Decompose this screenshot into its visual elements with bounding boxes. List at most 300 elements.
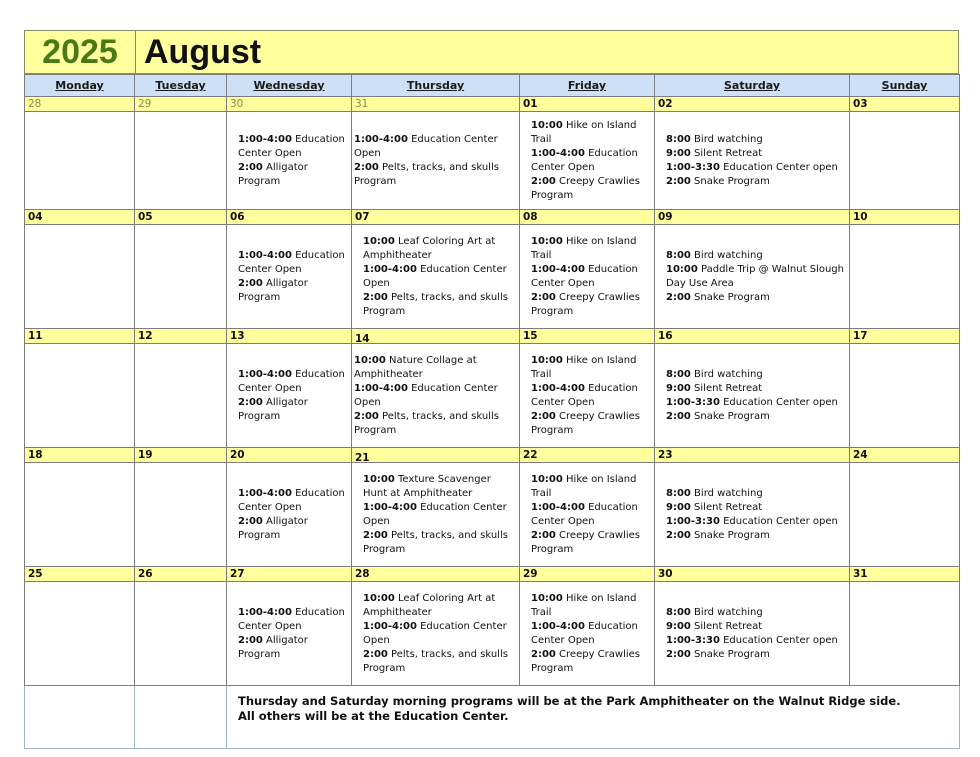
event-time: 1:00-4:00 <box>531 620 585 632</box>
event-item <box>666 263 845 291</box>
day-cell-wed <box>227 463 352 567</box>
day-number-cell <box>227 448 352 463</box>
event-list <box>352 592 519 676</box>
event-time: 1:00-3:30 <box>666 161 720 173</box>
event-item <box>531 119 650 147</box>
event-list <box>655 487 849 543</box>
event-time: 2:00 <box>238 634 263 646</box>
event-time: 2:00 <box>354 161 379 173</box>
day-number: 08 <box>523 211 538 223</box>
date-row <box>25 210 960 225</box>
event-time: 10:00 <box>363 473 395 485</box>
day-cell-wed <box>227 225 352 329</box>
event-item <box>238 396 347 424</box>
day-cell-fri <box>520 582 655 686</box>
event-time: 1:00-4:00 <box>363 501 417 513</box>
event-list <box>227 487 351 543</box>
day-number-cell <box>25 210 135 225</box>
event-item <box>238 515 347 543</box>
event-title: Education Center Open <box>363 263 507 289</box>
event-item <box>354 410 515 438</box>
event-title: Education Center Open <box>238 133 345 159</box>
event-time: 2:00 <box>666 291 691 303</box>
day-cell-mon <box>25 225 135 329</box>
calendar-title-bar <box>24 30 959 74</box>
day-cell-thu <box>352 582 520 686</box>
day-number-cell <box>25 97 135 112</box>
event-title: Education Center Open <box>531 263 638 289</box>
events-row <box>25 582 960 686</box>
event-item <box>363 529 515 557</box>
day-number: 11 <box>28 330 43 342</box>
event-item <box>531 354 650 382</box>
event-time: 1:00-4:00 <box>238 487 292 499</box>
event-title: Bird watching <box>690 133 763 145</box>
day-number-cell <box>135 329 227 344</box>
event-title: Leaf Coloring Art at Amphitheater <box>363 592 496 618</box>
event-time: 2:00 <box>531 648 556 660</box>
event-item <box>666 368 845 382</box>
event-item <box>238 368 347 396</box>
day-number: 01 <box>523 98 538 110</box>
event-time: 1:00-4:00 <box>238 606 292 618</box>
event-time: 1:00-3:30 <box>666 396 720 408</box>
day-cell-mon <box>25 344 135 448</box>
event-title: Hike on Island Trail <box>531 235 637 261</box>
day-number-cell <box>850 97 960 112</box>
day-cell-mon <box>25 112 135 210</box>
day-cell-thu <box>352 112 520 210</box>
event-time: 10:00 <box>531 592 563 604</box>
event-item <box>238 161 347 189</box>
day-cell-fri <box>520 463 655 567</box>
day-cell-wed <box>227 582 352 686</box>
day-number-cell <box>655 329 850 344</box>
event-time: 10:00 <box>363 592 395 604</box>
date-row <box>25 567 960 582</box>
event-item <box>666 161 845 175</box>
day-number-cell <box>520 329 655 344</box>
day-cell-wed <box>227 112 352 210</box>
event-time: 10:00 <box>354 354 386 366</box>
event-title: Education Center Open <box>238 606 345 632</box>
day-number: 19 <box>138 449 153 461</box>
footer-empty-tuesday <box>135 686 227 749</box>
day-number-cell <box>25 448 135 463</box>
event-title: Pelts, tracks, and skulls Program <box>363 291 508 317</box>
event-time: 10:00 <box>363 235 395 247</box>
event-item <box>363 501 515 529</box>
event-list <box>520 592 654 676</box>
event-time: 1:00-4:00 <box>354 382 408 394</box>
day-number-cell <box>227 97 352 112</box>
event-list <box>520 354 654 438</box>
event-time: 1:00-4:00 <box>238 133 292 145</box>
event-item <box>363 291 515 319</box>
event-title: Education Center Open <box>363 620 507 646</box>
event-time: 1:00-4:00 <box>363 263 417 275</box>
day-number: 07 <box>355 211 370 223</box>
event-list <box>227 606 351 662</box>
event-title: Creepy Crawlies Program <box>531 291 640 317</box>
event-list <box>520 473 654 557</box>
event-title: Pelts, tracks, and skulls Program <box>363 648 508 674</box>
event-list <box>227 368 351 424</box>
day-cell-thu <box>352 344 520 448</box>
date-row <box>25 97 960 112</box>
day-number: 31 <box>355 98 369 110</box>
event-title: Hike on Island Trail <box>531 119 637 145</box>
event-time: 2:00 <box>531 529 556 541</box>
day-number: 04 <box>28 211 43 223</box>
day-cell-thu <box>352 225 520 329</box>
event-time: 2:00 <box>531 410 556 422</box>
events-row <box>25 344 960 448</box>
day-number: 30 <box>658 568 673 580</box>
event-title: Alligator Program <box>238 515 308 541</box>
event-list <box>227 249 351 305</box>
day-number-cell <box>655 448 850 463</box>
event-title: Pelts, tracks, and skulls Program <box>354 410 499 436</box>
day-number-cell <box>135 210 227 225</box>
day-number-cell <box>850 329 960 344</box>
event-item <box>531 620 650 648</box>
event-title: Snake Program <box>690 648 770 660</box>
weekday-header-row <box>25 75 960 97</box>
event-title: Creepy Crawlies Program <box>531 648 640 674</box>
day-cell-sat <box>655 112 850 210</box>
footer-note-row <box>25 686 960 749</box>
weekday-thursday: Thursday <box>352 75 520 97</box>
event-item <box>531 648 650 676</box>
event-time: 1:00-4:00 <box>531 263 585 275</box>
event-time: 2:00 <box>238 277 263 289</box>
event-item <box>354 161 515 189</box>
event-title: Hike on Island Trail <box>531 354 637 380</box>
calendar <box>24 30 959 749</box>
day-number: 14 <box>355 333 370 345</box>
event-item <box>531 291 650 319</box>
event-item <box>666 606 845 620</box>
event-time: 1:00-4:00 <box>363 620 417 632</box>
day-number: 30 <box>230 98 244 110</box>
event-title: Education Center Open <box>238 368 345 394</box>
event-item <box>666 634 845 648</box>
event-time: 2:00 <box>238 161 263 173</box>
event-list <box>655 249 849 305</box>
event-item <box>531 235 650 263</box>
event-item <box>666 396 845 410</box>
event-title: Education Center Open <box>531 501 638 527</box>
events-row <box>25 112 960 210</box>
event-title: Snake Program <box>690 291 770 303</box>
footer-empty-monday <box>25 686 135 749</box>
event-time: 8:00 <box>666 606 691 618</box>
day-number-cell <box>520 448 655 463</box>
event-time: 10:00 <box>531 473 563 485</box>
event-time: 2:00 <box>666 648 691 660</box>
day-number-cell <box>850 210 960 225</box>
event-title: Alligator Program <box>238 161 308 187</box>
day-number: 20 <box>230 449 245 461</box>
event-item <box>238 133 347 161</box>
event-title: Education Center Open <box>354 133 498 159</box>
event-time: 9:00 <box>666 620 691 632</box>
event-item <box>363 592 515 620</box>
day-number: 13 <box>230 330 245 342</box>
day-number: 18 <box>28 449 43 461</box>
event-item <box>666 249 845 263</box>
event-list <box>352 354 519 438</box>
event-time: 1:00-3:30 <box>666 515 720 527</box>
event-time: 2:00 <box>354 410 379 422</box>
event-time: 1:00-4:00 <box>531 147 585 159</box>
event-title: Creepy Crawlies Program <box>531 529 640 555</box>
day-cell-sun <box>850 463 960 567</box>
day-number: 28 <box>355 568 370 580</box>
day-cell-mon <box>25 582 135 686</box>
event-time: 2:00 <box>238 396 263 408</box>
day-number: 25 <box>28 568 43 580</box>
day-cell-sat <box>655 225 850 329</box>
event-item <box>531 382 650 410</box>
event-time: 9:00 <box>666 501 691 513</box>
day-number-cell <box>520 567 655 582</box>
event-time: 9:00 <box>666 147 691 159</box>
event-time: 9:00 <box>666 382 691 394</box>
event-time: 1:00-4:00 <box>238 249 292 261</box>
date-row <box>25 448 960 463</box>
day-number: 10 <box>853 211 868 223</box>
event-title: Education Center Open <box>531 382 638 408</box>
day-cell-sun <box>850 225 960 329</box>
event-item <box>363 473 515 501</box>
day-number: 27 <box>230 568 245 580</box>
event-time: 10:00 <box>666 263 698 275</box>
day-cell-tue <box>135 463 227 567</box>
day-cell-tue <box>135 225 227 329</box>
day-number-cell <box>25 567 135 582</box>
event-item <box>666 291 845 305</box>
event-item <box>238 606 347 634</box>
year-label: 2025 <box>25 31 136 73</box>
event-list <box>520 235 654 319</box>
weekday-friday: Friday <box>520 75 655 97</box>
day-number: 29 <box>138 98 152 110</box>
event-item <box>531 263 650 291</box>
day-cell-sun <box>850 344 960 448</box>
event-title: Education Center Open <box>363 501 507 527</box>
event-item <box>363 263 515 291</box>
event-time: 10:00 <box>531 235 563 247</box>
weekday-saturday: Saturday <box>655 75 850 97</box>
day-cell-fri <box>520 344 655 448</box>
day-number: 28 <box>28 98 42 110</box>
event-time: 2:00 <box>666 529 691 541</box>
event-item <box>354 133 515 161</box>
event-time: 2:00 <box>531 175 556 187</box>
day-number: 31 <box>853 568 868 580</box>
event-title: Nature Collage at Amphitheater <box>354 354 477 380</box>
event-title: Education Center Open <box>531 147 638 173</box>
day-number: 29 <box>523 568 538 580</box>
event-time: 10:00 <box>531 354 563 366</box>
event-item <box>531 529 650 557</box>
event-title: Education Center open <box>719 161 838 173</box>
event-title: Silent Retreat <box>690 501 763 513</box>
event-item <box>666 529 845 543</box>
day-cell-sun <box>850 112 960 210</box>
event-title: Education Center Open <box>354 382 498 408</box>
event-item <box>666 501 845 515</box>
day-number-cell <box>25 329 135 344</box>
event-item <box>666 133 845 147</box>
day-number: 05 <box>138 211 153 223</box>
event-item <box>531 592 650 620</box>
event-item <box>666 175 845 189</box>
event-item <box>238 277 347 305</box>
event-item <box>666 487 845 501</box>
event-title: Bird watching <box>690 249 763 261</box>
event-list <box>655 368 849 424</box>
day-number: 26 <box>138 568 153 580</box>
event-title: Pelts, tracks, and skulls Program <box>354 161 499 187</box>
event-title: Pelts, tracks, and skulls Program <box>363 529 508 555</box>
day-cell-wed <box>227 344 352 448</box>
event-time: 1:00-4:00 <box>238 368 292 380</box>
day-number: 09 <box>658 211 673 223</box>
event-title: Silent Retreat <box>690 382 763 394</box>
event-title: Silent Retreat <box>690 620 763 632</box>
event-time: 2:00 <box>666 175 691 187</box>
date-row <box>25 329 960 344</box>
event-time: 8:00 <box>666 368 691 380</box>
event-item <box>531 410 650 438</box>
event-list <box>520 119 654 203</box>
event-title: Snake Program <box>690 175 770 187</box>
event-item <box>666 648 845 662</box>
day-number: 23 <box>658 449 673 461</box>
weekday-sunday: Sunday <box>850 75 960 97</box>
event-item <box>666 382 845 396</box>
event-title: Education Center open <box>719 515 838 527</box>
weekday-monday: Monday <box>25 75 135 97</box>
day-number: 12 <box>138 330 153 342</box>
event-item <box>238 249 347 277</box>
day-number: 15 <box>523 330 538 342</box>
event-time: 1:00-4:00 <box>354 133 408 145</box>
event-time: 2:00 <box>363 291 388 303</box>
event-title: Hike on Island Trail <box>531 592 637 618</box>
event-item <box>666 410 845 424</box>
event-title: Education Center Open <box>238 249 345 275</box>
day-number-cell <box>135 567 227 582</box>
day-number-cell <box>850 567 960 582</box>
day-number-cell <box>352 448 520 463</box>
day-number-cell <box>227 567 352 582</box>
day-number: 06 <box>230 211 245 223</box>
event-item <box>363 620 515 648</box>
day-cell-mon <box>25 463 135 567</box>
event-list <box>352 473 519 557</box>
event-title: Alligator Program <box>238 396 308 422</box>
calendar-grid <box>24 74 960 749</box>
day-number-cell <box>520 97 655 112</box>
footer-note-line-2: All others will be at the Education Center. <box>238 709 509 723</box>
event-item <box>354 382 515 410</box>
day-number-cell <box>352 97 520 112</box>
footer-note-line-1: Thursday and Saturday morning programs will be at the Park Amphitheater on the Walnut Ridge side. <box>238 694 901 708</box>
weekday-tuesday: Tuesday <box>135 75 227 97</box>
event-list <box>655 133 849 189</box>
event-item <box>354 354 515 382</box>
event-item <box>238 634 347 662</box>
event-title: Alligator Program <box>238 634 308 660</box>
event-list <box>655 606 849 662</box>
event-time: 8:00 <box>666 487 691 499</box>
event-title: Education Center open <box>719 634 838 646</box>
event-list <box>227 133 351 189</box>
event-time: 2:00 <box>238 515 263 527</box>
day-number-cell <box>520 210 655 225</box>
day-number-cell <box>850 448 960 463</box>
event-time: 2:00 <box>531 291 556 303</box>
event-time: 8:00 <box>666 133 691 145</box>
event-title: Texture Scavenger Hunt at Amphitheater <box>363 473 491 499</box>
day-cell-tue <box>135 112 227 210</box>
event-time: 2:00 <box>666 410 691 422</box>
event-item <box>666 515 845 529</box>
day-number-cell <box>227 210 352 225</box>
event-title: Paddle Trip @ Walnut Slough Day Use Area <box>666 263 844 289</box>
event-time: 1:00-4:00 <box>531 501 585 513</box>
day-number-cell <box>135 97 227 112</box>
day-number-cell <box>352 567 520 582</box>
day-cell-thu <box>352 463 520 567</box>
event-item <box>238 487 347 515</box>
event-title: Bird watching <box>690 368 763 380</box>
day-cell-tue <box>135 344 227 448</box>
event-time: 8:00 <box>666 249 691 261</box>
event-time: 10:00 <box>531 119 563 131</box>
day-number-cell <box>655 97 850 112</box>
day-number: 17 <box>853 330 868 342</box>
day-number: 03 <box>853 98 868 110</box>
day-number-cell <box>227 329 352 344</box>
event-title: Creepy Crawlies Program <box>531 410 640 436</box>
event-item <box>666 620 845 634</box>
event-title: Snake Program <box>690 410 770 422</box>
day-number-cell <box>655 210 850 225</box>
day-number: 22 <box>523 449 538 461</box>
event-list <box>352 133 519 189</box>
event-item <box>531 501 650 529</box>
event-item <box>363 235 515 263</box>
event-item <box>531 473 650 501</box>
month-label: August <box>144 32 262 71</box>
event-title: Creepy Crawlies Program <box>531 175 640 201</box>
events-row <box>25 463 960 567</box>
event-item <box>531 175 650 203</box>
day-number: 16 <box>658 330 673 342</box>
day-cell-sat <box>655 344 850 448</box>
event-time: 1:00-4:00 <box>531 382 585 394</box>
event-title: Education Center open <box>719 396 838 408</box>
event-item <box>666 147 845 161</box>
event-title: Education Center Open <box>238 487 345 513</box>
event-item <box>531 147 650 175</box>
event-title: Hike on Island Trail <box>531 473 637 499</box>
